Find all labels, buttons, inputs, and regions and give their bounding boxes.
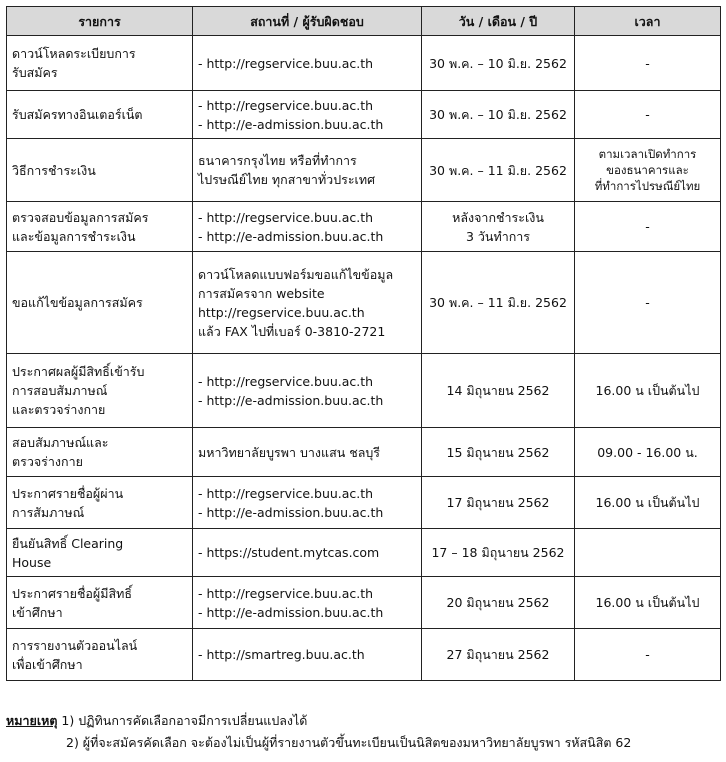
table-row bbox=[7, 91, 721, 139]
notes-label: หมายเหตุ bbox=[6, 713, 58, 728]
cell-place bbox=[193, 529, 422, 577]
time-text: - bbox=[645, 55, 650, 71]
table-header-row bbox=[7, 7, 721, 36]
time-text: 09.00 - 16.00 น. bbox=[597, 444, 698, 460]
date-text: หลังจากชำระเงิน bbox=[452, 209, 544, 225]
cell-item bbox=[7, 629, 193, 681]
cell-item bbox=[7, 252, 193, 354]
header-item: รายการ bbox=[7, 7, 193, 36]
cell-place bbox=[193, 139, 422, 202]
place-text: - https://student.mytcas.com bbox=[198, 545, 380, 560]
cell-item bbox=[7, 477, 193, 529]
cell-place bbox=[193, 477, 422, 529]
place-text: แล้ว FAX ไปที่เบอร์ 0-3810-2721 bbox=[198, 323, 386, 339]
item-text: การสอบสัมภาษณ์ bbox=[12, 383, 108, 398]
cell-time bbox=[575, 139, 721, 202]
item-text: รับสมัครทางอินเตอร์เน็ต bbox=[12, 107, 143, 122]
item-text: ประกาศรายชื่อผู้ผ่าน bbox=[12, 485, 124, 501]
note-line-1 bbox=[6, 710, 720, 732]
time-text: 16.00 น เป็นต้นไป bbox=[595, 595, 700, 610]
cell-place bbox=[193, 91, 422, 139]
cell-time bbox=[575, 252, 721, 354]
cell-place bbox=[193, 252, 422, 354]
item-text: ยืนยันสิทธิ์ Clearing bbox=[12, 535, 124, 551]
cell-item bbox=[7, 428, 193, 477]
time-text: ของธนาคารและ bbox=[606, 163, 689, 177]
cell-date bbox=[422, 529, 575, 577]
place-text: - http://regservice.buu.ac.th bbox=[198, 209, 374, 225]
cell-date bbox=[422, 36, 575, 91]
date-text: 17 – 18 มิถุนายน 2562 bbox=[431, 545, 565, 560]
table-row bbox=[7, 139, 721, 202]
cell-place bbox=[193, 577, 422, 629]
date-text: 15 มิถุนายน 2562 bbox=[446, 444, 550, 460]
place-text: - http://e-admission.buu.ac.th bbox=[198, 504, 384, 520]
place-text: - http://e-admission.buu.ac.th bbox=[198, 228, 384, 244]
place-text: http://regservice.buu.ac.th bbox=[198, 304, 365, 320]
cell-place bbox=[193, 428, 422, 477]
cell-time bbox=[575, 202, 721, 252]
item-text: และตรวจร่างกาย bbox=[12, 402, 106, 417]
item-text: รับสมัคร bbox=[12, 65, 58, 80]
date-text: 30 พ.ค. – 11 มิ.ย. 2562 bbox=[429, 295, 567, 310]
cell-time bbox=[575, 477, 721, 529]
place-text: - http://regservice.buu.ac.th bbox=[198, 97, 374, 113]
item-text: ตรวจสอบข้อมูลการสมัคร bbox=[12, 209, 149, 225]
place-text: - http://regservice.buu.ac.th bbox=[198, 485, 374, 501]
header-time: เวลา bbox=[575, 7, 721, 36]
place-text: การสมัครจาก website bbox=[198, 285, 325, 301]
date-text: 14 มิถุนายน 2562 bbox=[446, 383, 550, 398]
cell-time bbox=[575, 428, 721, 477]
cell-place bbox=[193, 354, 422, 428]
place-text: - http://regservice.buu.ac.th bbox=[198, 585, 374, 601]
place-text: ดาวน์โหลดแบบฟอร์มขอแก้ไขข้อมูล bbox=[198, 266, 394, 282]
place-text: - http://regservice.buu.ac.th bbox=[198, 373, 374, 389]
item-text: ขอแก้ไขข้อมูลการสมัคร bbox=[12, 295, 143, 310]
item-text: และข้อมูลการชำระเงิน bbox=[12, 228, 136, 244]
table-row bbox=[7, 477, 721, 529]
cell-date bbox=[422, 577, 575, 629]
item-text: ประกาศรายชื่อผู้มีสิทธิ์ bbox=[12, 585, 132, 601]
item-text: เข้าศึกษา bbox=[12, 604, 63, 620]
time-text: ที่ทำการไปรษณีย์ไทย bbox=[594, 179, 701, 193]
item-text: House bbox=[12, 554, 52, 570]
admission-schedule-table bbox=[6, 6, 721, 681]
item-text: การรายงานตัวออนไลน์ bbox=[12, 637, 138, 653]
cell-time bbox=[575, 529, 721, 577]
table-row bbox=[7, 354, 721, 428]
cell-time bbox=[575, 629, 721, 681]
cell-date bbox=[422, 202, 575, 252]
date-text: 3 วันทำการ bbox=[465, 228, 531, 244]
cell-date bbox=[422, 428, 575, 477]
cell-date bbox=[422, 91, 575, 139]
cell-place bbox=[193, 202, 422, 252]
time-text: - bbox=[645, 219, 650, 234]
cell-place bbox=[193, 629, 422, 681]
date-text: 27 มิถุนายน 2562 bbox=[446, 647, 550, 662]
date-text: 30 พ.ค. – 11 มิ.ย. 2562 bbox=[429, 162, 567, 178]
cell-date bbox=[422, 354, 575, 428]
table-row bbox=[7, 629, 721, 681]
item-text: การสัมภาษณ์ bbox=[12, 504, 85, 520]
cell-item bbox=[7, 202, 193, 252]
cell-item bbox=[7, 354, 193, 428]
place-text: - http://e-admission.buu.ac.th bbox=[198, 116, 384, 132]
time-text: - bbox=[645, 295, 650, 310]
cell-item bbox=[7, 91, 193, 139]
date-text: 30 พ.ค. – 10 มิ.ย. 2562 bbox=[429, 55, 567, 71]
table-row bbox=[7, 36, 721, 91]
header-place: สถานที่ / ผู้รับผิดชอบ bbox=[193, 7, 422, 36]
cell-date bbox=[422, 629, 575, 681]
table-row bbox=[7, 529, 721, 577]
date-text: 30 พ.ค. – 10 มิ.ย. 2562 bbox=[429, 107, 567, 122]
place-text: - http://smartreg.buu.ac.th bbox=[198, 647, 365, 662]
note-2: 2) ผู้ที่จะสมัครคัดเลือก จะต้องไม่เป็นผู้ที่รายงานตัวขึ้นทะเบียนเป็นนิสิตของมหาวิทยาลัยบูรพา รหัสนิสิต 62 bbox=[66, 735, 632, 750]
cell-item bbox=[7, 529, 193, 577]
item-text: วิธีการชำระเงิน bbox=[12, 162, 96, 178]
date-text: 20 มิถุนายน 2562 bbox=[446, 595, 550, 610]
cell-item bbox=[7, 139, 193, 202]
table-row bbox=[7, 428, 721, 477]
header-date: วัน / เดือน / ปี bbox=[422, 7, 575, 36]
note-1: 1) ปฏิทินการคัดเลือกอาจมีการเปลี่ยนแปลงได้ bbox=[57, 713, 308, 728]
item-text: ตรวจร่างกาย bbox=[12, 454, 83, 469]
cell-time bbox=[575, 577, 721, 629]
item-text: ดาวน์โหลดระเบียบการ bbox=[12, 46, 136, 61]
cell-date bbox=[422, 477, 575, 529]
item-text: ประกาศผลผู้มีสิทธิ์เข้ารับ bbox=[12, 364, 145, 379]
cell-time bbox=[575, 36, 721, 91]
table-row bbox=[7, 252, 721, 354]
cell-place bbox=[193, 36, 422, 91]
place-text: มหาวิทยาลัยบูรพา บางแสน ชลบุรี bbox=[198, 444, 381, 460]
time-text: - bbox=[645, 107, 650, 122]
table-row bbox=[7, 202, 721, 252]
cell-item bbox=[7, 577, 193, 629]
place-text: ไปรษณีย์ไทย ทุกสาขาทั่วประเทศ bbox=[198, 172, 376, 187]
cell-time bbox=[575, 354, 721, 428]
date-text: 17 มิถุนายน 2562 bbox=[446, 495, 550, 510]
time-text: 16.00 น เป็นต้นไป bbox=[595, 383, 700, 398]
time-text: - bbox=[645, 647, 650, 662]
cell-time bbox=[575, 91, 721, 139]
place-text: - http://regservice.buu.ac.th bbox=[198, 55, 374, 71]
item-text: สอบสัมภาษณ์และ bbox=[12, 435, 109, 450]
place-text: ธนาคารกรุงไทย หรือที่ทำการ bbox=[198, 153, 357, 168]
cell-date bbox=[422, 252, 575, 354]
table-row bbox=[7, 577, 721, 629]
time-text: 16.00 น เป็นต้นไป bbox=[595, 495, 700, 510]
place-text: - http://e-admission.buu.ac.th bbox=[198, 604, 384, 620]
cell-item bbox=[7, 36, 193, 91]
place-text: - http://e-admission.buu.ac.th bbox=[198, 392, 384, 408]
notes bbox=[6, 710, 720, 754]
time-text: ตามเวลาเปิดทำการ bbox=[598, 147, 697, 161]
cell-date bbox=[422, 139, 575, 202]
item-text: เพื่อเข้าศึกษา bbox=[12, 656, 83, 672]
